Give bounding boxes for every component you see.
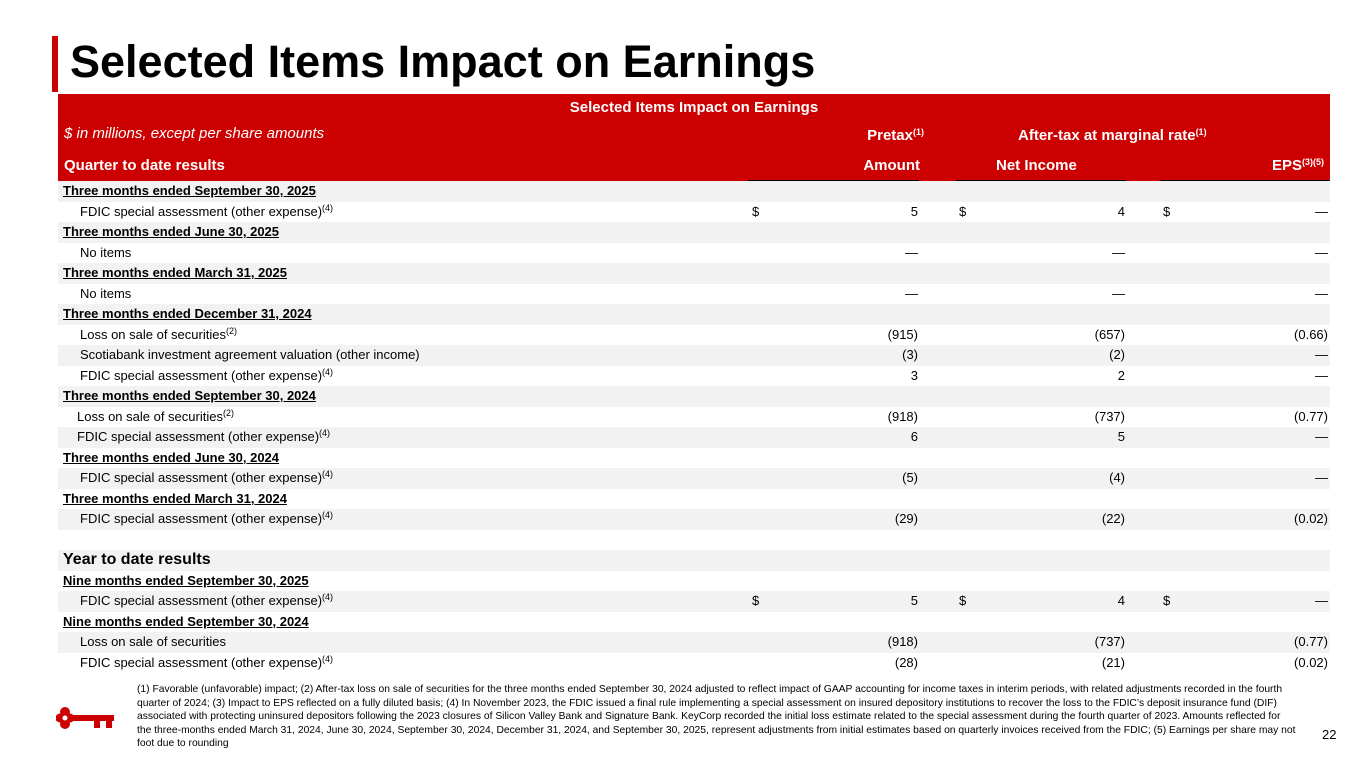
section-row: Three months ended June 30, 2024 <box>63 449 280 465</box>
table-row: FDIC special assessment (other expense)$^{(4)}$ (5) (4) — <box>58 468 1330 489</box>
earnings-table <box>58 94 1330 673</box>
table-row: FDIC special assessment (other expense)$^{(4)}$ (28) (21) (0.02) <box>80 653 1328 670</box>
qtd-header: Quarter to date results <box>64 157 225 174</box>
pretax-header: Pretax$^{(1)}$ <box>867 127 924 144</box>
table-row: FDIC special assessment (other expense)$^{(4)}$ 3 2 — <box>80 366 1328 383</box>
footnote: (1) Favorable (unfavorable) impact; (2) After-tax loss on sale of securities for the three months ended September 30, 2024 adjusted to reflect impact of GAAP accounting for income taxes in interim periods, with related adjustments recorded in the fourth quarter of 2024; (3) Impact to EPS reflected on a fully diluted basis; (4) In November 2023, the FDIC issued a final rule implementing a special assessment on insured depository institutions to recover the loss to the FDIC’s deposit insurance fund (DIF) associated with protecting uninsured depositors following the 2023 closures of Silicon Valley Bank and Signature Bank. KeyCorp recorded the initial loss estimate related to the special assessment during the fourth quarter of 2023. Amounts reflected for the three-months ended March 31, 2024, June 30, 2024, September 30, 2024, December 31, 2024, and September 30, 2025, represent adjustments from initial estimates based on quarterly invoices received from the FDIC; (5) Earnings per share may not foot due to rounding <box>137 684 1296 749</box>
net-income-column-header: Net Income <box>996 157 1077 174</box>
table-subtitle: $ in millions, except per share amounts <box>64 125 325 142</box>
eps-column-header: $EPS^{(3)(5)}$ <box>1271 157 1324 174</box>
aftertax-header: After-tax at marginal rate$^{(1)}$ <box>1018 127 1207 144</box>
section-row: Nine months ended September 30, 2024 <box>63 613 309 629</box>
section-row: Three months ended March 31, 2024 <box>63 490 287 506</box>
key-logo-icon <box>56 705 118 731</box>
page-title: Selected Items Impact on Earnings <box>70 36 816 87</box>
table-row: No items — — — <box>80 285 1328 301</box>
table-row: FDIC special assessment (other expense)$^{(4)}$ (29) (22) (0.02) <box>58 509 1330 530</box>
table-header <box>58 94 1330 181</box>
section-row: Three months ended September 30, 2025 <box>58 181 1330 202</box>
amount-column-header: Amount <box>863 157 920 174</box>
table-row: FDIC special assessment (other expense)$^{(4)}$ $ 5 $ 4 $ — <box>58 591 1330 612</box>
section-row: Three months ended December 31, 2024 <box>58 304 1330 325</box>
table-row: FDIC special assessment (other expense)$^{(4)}$ $ 5 $ 4 $ — <box>80 202 1328 219</box>
table-row: Loss on sale of securities$^{(2)}$ (918) (737) (0.77) <box>77 407 1328 424</box>
table-row: FDIC special assessment (other expense)$^{(4)}$ 6 5 — <box>58 427 1330 448</box>
page-number: 22 <box>1322 727 1337 742</box>
table-row: Loss on sale of securities$^{(2)}$ (915) (657) (0.66) <box>80 325 1328 342</box>
table-row: No items — — — <box>80 244 1328 260</box>
table-row: Loss on sale of securities (918) (737) (0.77) <box>58 632 1330 653</box>
ytd-header-row: Year to date results <box>58 550 1330 571</box>
table-caption: Selected Items Impact on Earnings <box>569 99 819 116</box>
table-row: Scotiabank investment agreement valuation (other income) (3) (2) — <box>58 345 1330 366</box>
section-row: Three months ended March 31, 2025 <box>58 263 1330 284</box>
title-accent-bar <box>52 36 58 92</box>
section-row: Three months ended September 30, 2024 <box>58 386 1330 407</box>
section-row: Nine months ended September 30, 2025 <box>63 572 309 588</box>
section-row: Three months ended June 30, 2025 <box>58 222 1330 243</box>
